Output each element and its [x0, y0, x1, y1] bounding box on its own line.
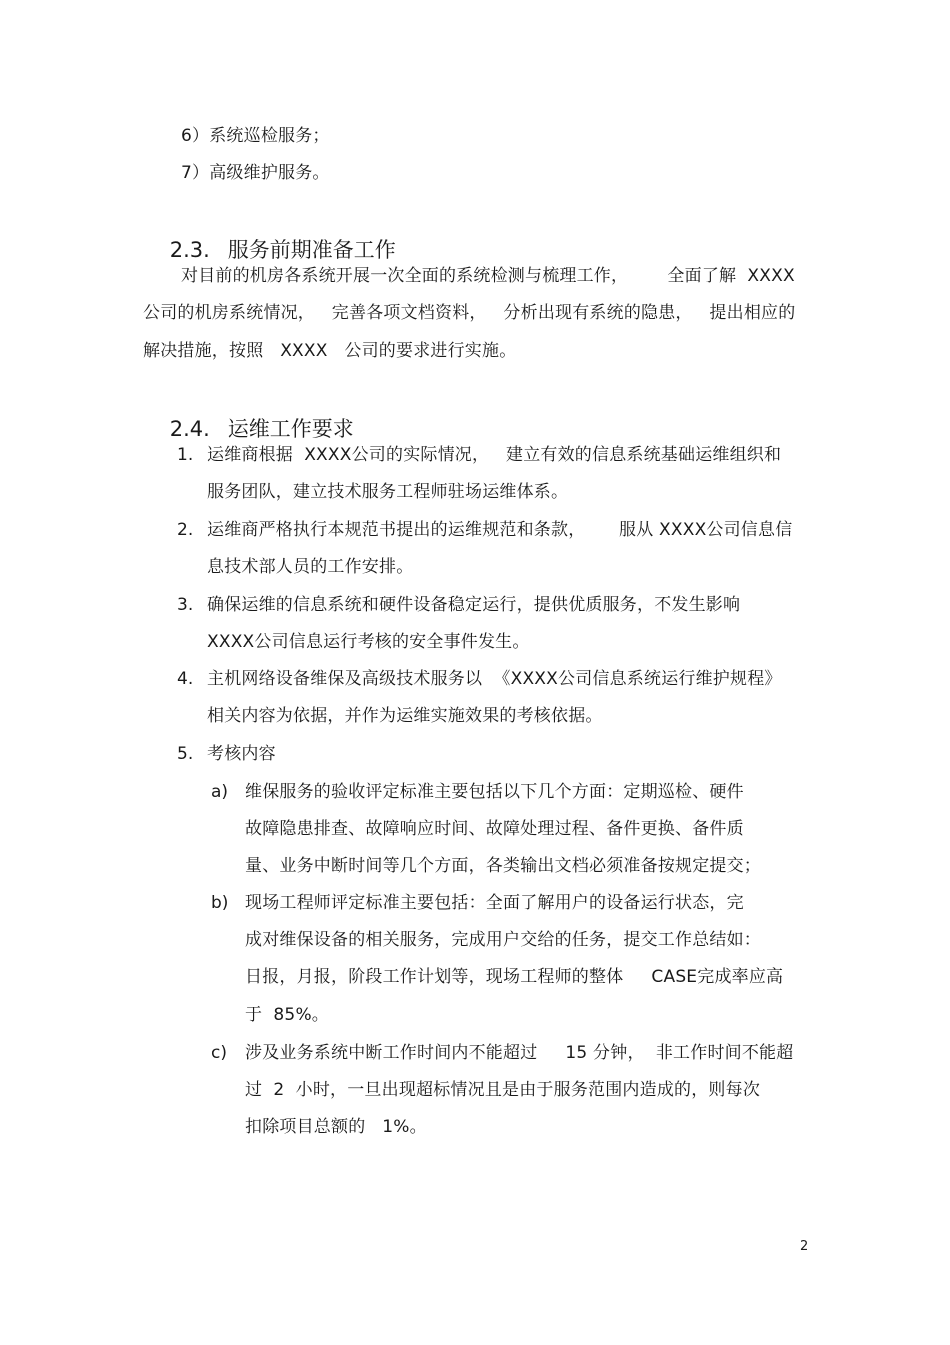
list-item-line: 运维商根据 XXXX公司的实际情况， 建立有效的信息系统基础运维组织和 — [207, 445, 782, 465]
paragraph-line: 对目前的机房各系统开展一次全面的系统检测与梳理工作， 全面了解 XXXX — [181, 266, 795, 286]
sub-list-line: 量、业务中断时间等几个方面，各类输出文档必须准备按规定提交； — [245, 856, 761, 876]
paragraph-line: 解决措施，按照 XXXX 公司的要求进行实施。 — [143, 341, 517, 361]
sub-list-label: c) — [211, 1043, 227, 1063]
sub-list-line: 维保服务的验收评定标准主要包括以下几个方面：定期巡检、硬件 — [245, 782, 744, 802]
list-item-line: 主机网络设备维保及高级技术服务以 《XXXX公司信息系统运行维护规程》 — [207, 669, 782, 689]
section-number: 2.3. — [169, 238, 210, 262]
list-item-6: 6）系统巡检服务； — [181, 126, 330, 146]
list-item-line: 息技术部人员的工作安排。 — [207, 557, 414, 577]
list-item-line: 相关内容为依据，并作为运维实施效果的考核依据。 — [207, 706, 603, 726]
list-item-line: 确保运维的信息系统和硬件设备稳定运行，提供优质服务，不发生影响 — [207, 595, 741, 615]
sub-list-line: 日报，月报，阶段工作计划等，现场工程师的整体 CASE完成率应高 — [245, 967, 784, 987]
list-number: 1. — [177, 445, 194, 465]
paragraph-line: 公司的机房系统情况， 完善各项文档资料， 分析出现有系统的隐患， 提出相应的 — [143, 303, 796, 323]
page-number: 2 — [800, 1239, 809, 1254]
sub-list-line: 成对维保设备的相关服务，完成用户交给的任务，提交工作总结如： — [245, 930, 761, 950]
section-title: 服务前期准备工作 — [227, 238, 396, 262]
list-number: 3. — [177, 595, 194, 615]
list-number: 5. — [177, 744, 194, 764]
sub-list-line: 扣除项目总额的 1%。 — [245, 1117, 427, 1137]
sub-list-label: b) — [211, 893, 229, 913]
sub-list-line: 现场工程师评定标准主要包括：全面了解用户的设备运行状态，完 — [245, 893, 744, 913]
sub-list-line: 涉及业务系统中断工作时间内不能超过 15 分钟， 非工作时间不能超 — [245, 1043, 794, 1063]
sub-list-label: a) — [211, 782, 229, 802]
list-item-line: XXXX公司信息运行考核的安全事件发生。 — [207, 632, 530, 652]
sub-list-line: 于 85%。 — [245, 1005, 329, 1025]
list-item-line: 运维商严格执行本规范书提出的运维规范和条款， 服从 XXXX公司信息信 — [207, 520, 793, 540]
list-item-7: 7）高级维护服务。 — [181, 163, 330, 183]
sub-list-line: 故障隐患排查、故障响应时间、故障处理过程、备件更换、备件质 — [245, 819, 744, 839]
list-number: 2. — [177, 520, 194, 540]
sub-list-line: 过 2 小时，一旦出现超标情况且是由于服务范围内造成的，则每次 — [245, 1080, 761, 1100]
list-item-line: 服务团队，建立技术服务工程师驻场运维体系。 — [207, 482, 569, 502]
list-item-line: 考核内容 — [207, 744, 276, 764]
section-title: 运维工作要求 — [227, 417, 354, 441]
section-number: 2.4. — [169, 417, 210, 441]
list-number: 4. — [177, 669, 194, 689]
